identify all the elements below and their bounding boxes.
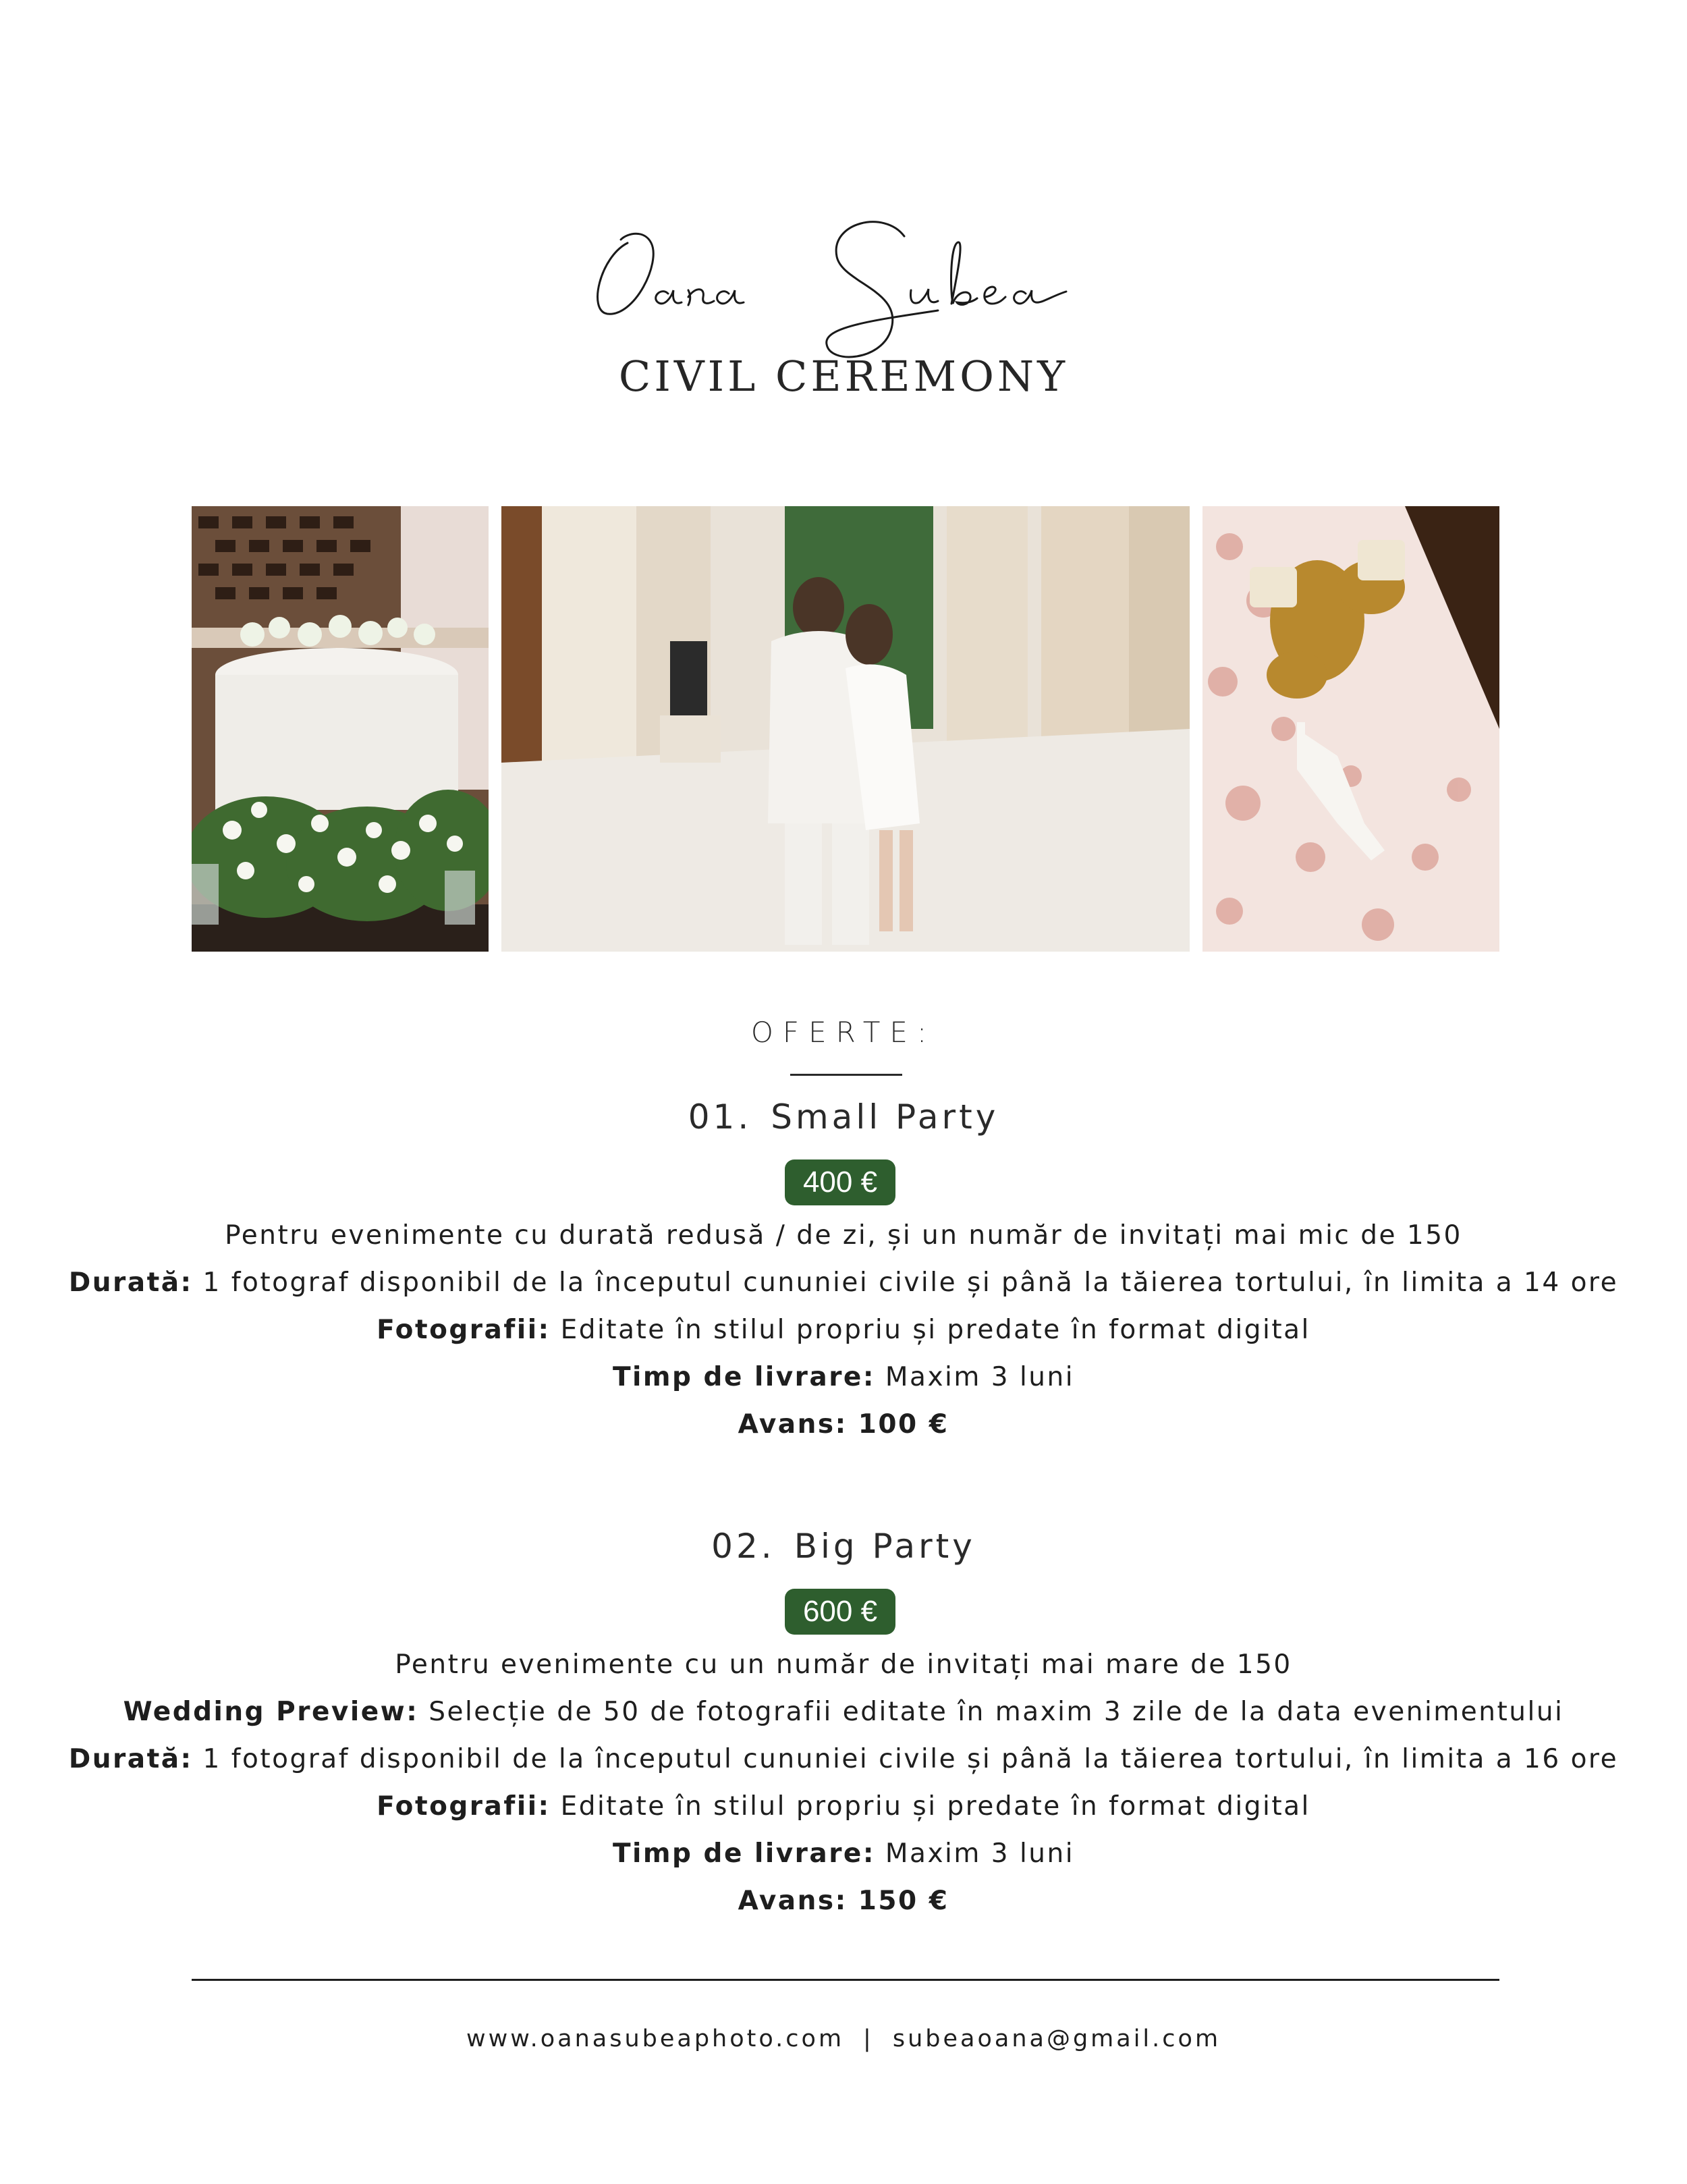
line-text: 1 fotograf disponibil de la începutul cununiei civile și până la tăierea tortului, în limita a 14 ore	[202, 1267, 1619, 1298]
package-2-line	[0, 1884, 1687, 1918]
package-2-line	[0, 1743, 1687, 1776]
footer-divider	[192, 1979, 1499, 1981]
package-1-line	[0, 1408, 1687, 1442]
line-text: Selecție de 50 de fotografii editate în maxim 3 zile de la data evenimentului	[428, 1697, 1564, 1727]
line-text: Maxim 3 luni	[885, 1362, 1075, 1392]
website-link[interactable]: www.oanasubeaphoto.com	[466, 2025, 845, 2052]
heading-underline	[790, 1074, 902, 1076]
package-1-line	[0, 1313, 1687, 1347]
package-2-price-badge: 600 €	[785, 1589, 895, 1635]
line-text: Editate în stilul propriu și predate în format digital	[560, 1791, 1310, 1822]
package-2-name: Big Party	[794, 1527, 976, 1566]
table-with-white-flowers-photo	[192, 506, 489, 952]
package-2-line	[0, 1790, 1687, 1824]
package-1-title	[0, 1093, 1687, 1141]
line-label: Avans: 150 €	[738, 1886, 949, 1916]
email-link[interactable]: subeaoana@gmail.com	[892, 2025, 1221, 2052]
line-label: Timp de livrare:	[612, 1838, 875, 1869]
offers-heading: OFERTE:	[750, 1016, 937, 1049]
line-text: Editate în stilul propriu și predate în format digital	[560, 1315, 1310, 1345]
package-1-number: 01.	[688, 1097, 752, 1137]
bridal-shoes-on-sconce-photo	[1202, 506, 1499, 952]
package-2-line	[0, 1648, 1687, 1682]
line-label: Durată:	[68, 1267, 193, 1298]
line-label: Wedding Preview:	[123, 1697, 419, 1727]
line-text: Maxim 3 luni	[885, 1838, 1075, 1869]
package-2-line	[0, 1695, 1687, 1729]
package-2-number: 02.	[711, 1527, 775, 1566]
package-1-line	[0, 1219, 1687, 1253]
package-1-price-badge: 400 €	[785, 1159, 895, 1205]
line-label: Durată:	[68, 1744, 193, 1774]
package-1-line	[0, 1266, 1687, 1300]
line-label: Timp de livrare:	[612, 1362, 875, 1392]
line-text: Pentru evenimente cu durată redusă / de zi, și un număr de invitați mai mic de 150	[225, 1220, 1462, 1251]
package-2-title	[0, 1523, 1687, 1570]
footer	[0, 2022, 1687, 2056]
package-1-line	[0, 1361, 1687, 1394]
page-subtitle: CIVIL CEREMONY	[618, 352, 1069, 401]
signature-logo	[587, 196, 1100, 371]
line-label: Fotografii:	[377, 1791, 551, 1822]
package-2-line	[0, 1837, 1687, 1871]
line-text: 1 fotograf disponibil de la începutul cununiei civile și până la tăierea tortului, în limita a 16 ore	[202, 1744, 1619, 1774]
footer-separator: |	[863, 2025, 874, 2052]
line-text: Pentru evenimente cu un număr de invitați mai mare de 150	[395, 1649, 1292, 1680]
line-label: Fotografii:	[377, 1315, 551, 1345]
line-label: Avans: 100 €	[738, 1409, 949, 1440]
package-1-name: Small Party	[771, 1097, 999, 1137]
couple-between-columns-photo	[501, 506, 1190, 952]
